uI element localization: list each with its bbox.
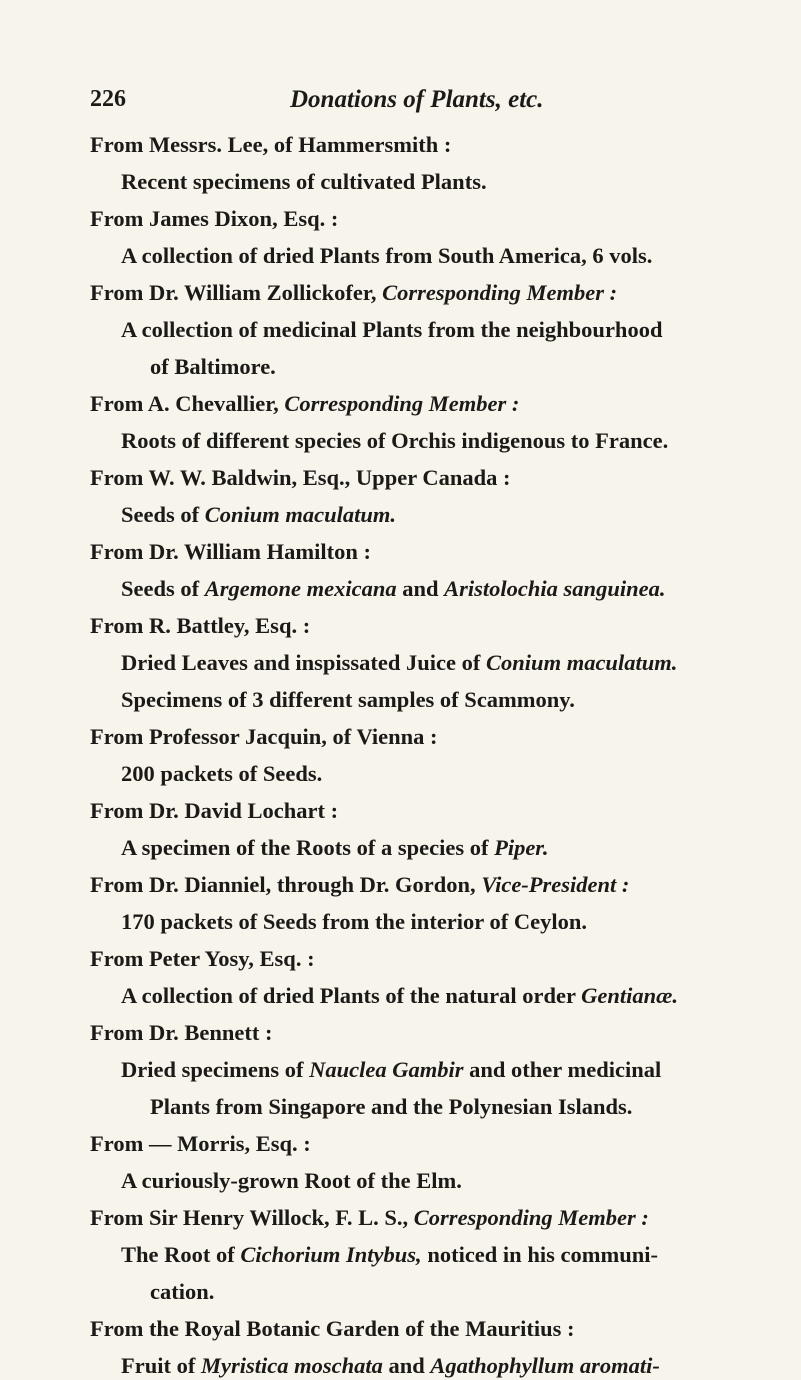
donor-line (90, 279, 617, 307)
donation-item (121, 1056, 661, 1084)
donation-item: Specimens of 3 different samples of Scammony. (121, 687, 575, 712)
donor-name: From Dr. Dianniel, through Dr. Gordon, (90, 872, 482, 897)
item-text: and other medicinal (463, 1057, 662, 1082)
donation-item (121, 1241, 658, 1269)
donation-item: Recent specimens of cultivated Plants. (121, 169, 487, 194)
donor-name: From Dr. William Zollickofer, (90, 280, 383, 305)
donor-line: From — Morris, Esq. : (90, 1131, 311, 1156)
donation-item: A collection of medicinal Plants from the neighbourhood (121, 317, 663, 342)
item-text: noticed in his communi- (421, 1242, 658, 1267)
item-text: A collection of dried Plants of the natural order (121, 983, 582, 1008)
donor-line: From Dr. David Lochart : (90, 798, 339, 823)
donor-line: From the Royal Botanic Garden of the Mauritius : (90, 1316, 575, 1341)
donor-line (90, 871, 629, 899)
item-text: Seeds of (121, 576, 205, 601)
donor-line: From Dr. Bennett : (90, 1020, 273, 1045)
item-text: Dried Leaves and inspissated Juice of (121, 650, 487, 675)
species-name: Piper. (494, 835, 549, 860)
species-name: Argemone mexicana (204, 576, 397, 601)
donor-name: From A. Chevallier, (90, 391, 285, 416)
donor-line (90, 390, 519, 418)
species-name: Aristolochia sanguinea. (444, 576, 666, 601)
species-name: Cichorium Intybus, (240, 1242, 422, 1267)
donation-item: 170 packets of Seeds from the interior of Ceylon. (121, 909, 587, 934)
donation-item-continued: Plants from Singapore and the Polynesian Islands. (150, 1094, 633, 1119)
item-text: Seeds of (121, 502, 205, 527)
donation-item (121, 575, 665, 603)
item-text: and (396, 576, 445, 601)
species-name: Agathophyllum aromati- (430, 1353, 660, 1378)
donation-item (121, 982, 678, 1010)
donor-line: From Messrs. Lee, of Hammersmith : (90, 132, 452, 157)
donor-name: From Sir Henry Willock, F. L. S., (90, 1205, 414, 1230)
species-name: Conium maculatum. (486, 650, 678, 675)
page-header (90, 86, 730, 126)
species-name: Myristica moschata (200, 1353, 383, 1378)
donor-line: From W. W. Baldwin, Esq., Upper Canada : (90, 465, 511, 490)
donation-item-continued: of Baltimore. (150, 354, 276, 379)
species-name: Nauclea Gambir (309, 1057, 464, 1082)
donor-line: From R. Battley, Esq. : (90, 613, 311, 638)
donation-item (121, 649, 677, 677)
donor-role: Corresponding Member : (382, 280, 618, 305)
donor-line: From Peter Yosy, Esq. : (90, 946, 315, 971)
donation-item (121, 501, 396, 529)
species-name: Conium maculatum. (204, 502, 397, 527)
item-text: Fruit of (121, 1353, 201, 1378)
item-text: A specimen of the Roots of a species of (121, 835, 495, 860)
donor-role: Corresponding Member : (284, 391, 520, 416)
donation-item (121, 834, 548, 862)
item-text: and (382, 1353, 431, 1378)
donation-item (121, 1352, 660, 1380)
donor-line: From Professor Jacquin, of Vienna : (90, 724, 438, 749)
donation-item-continued: cation. (150, 1279, 215, 1304)
running-title: Donations of Plants, etc. (290, 86, 544, 113)
donation-item: 200 packets of Seeds. (121, 761, 323, 786)
donor-line: From Dr. William Hamilton : (90, 539, 372, 564)
donation-item: A collection of dried Plants from South America, 6 vols. (121, 243, 653, 268)
page-number: 226 (90, 86, 126, 112)
donor-role: Corresponding Member : (413, 1205, 649, 1230)
item-text: Dried specimens of (121, 1057, 310, 1082)
species-name: Gentianæ. (581, 983, 679, 1008)
donor-role: Vice-President : (481, 872, 630, 897)
donor-line (90, 1204, 649, 1232)
donor-line: From James Dixon, Esq. : (90, 206, 339, 231)
donation-item: Roots of different species of Orchis indigenous to France. (121, 428, 669, 453)
donation-item: A curiously-grown Root of the Elm. (121, 1168, 462, 1193)
item-text: The Root of (121, 1242, 241, 1267)
